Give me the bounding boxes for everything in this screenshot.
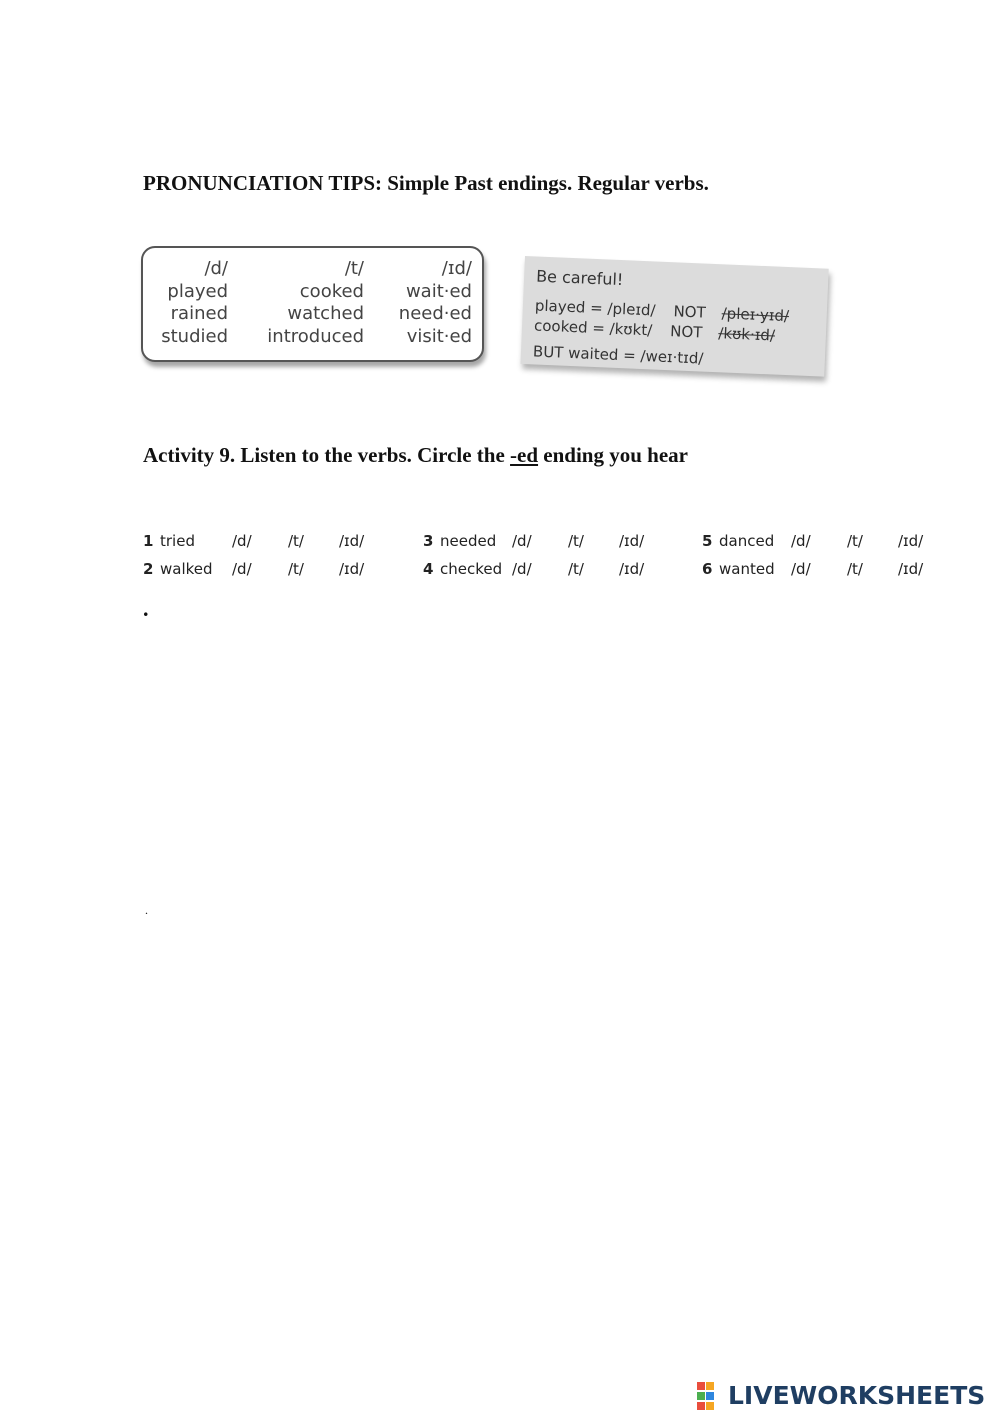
wrong-pronunciation: /kʊk·ɪd/ <box>718 324 776 345</box>
column-header: /d/ <box>204 258 228 279</box>
endings-column-d <box>161 258 228 348</box>
activity-heading <box>143 443 688 468</box>
careful-note-title: Be careful! <box>535 266 624 290</box>
item-number: 4 <box>423 560 434 578</box>
option-t[interactable]: /t/ <box>847 560 863 578</box>
option-t[interactable]: /t/ <box>568 560 584 578</box>
example-word: watched <box>287 303 364 324</box>
activity-heading-suffix: ending you hear <box>538 443 688 467</box>
example-word: visit·ed <box>406 325 472 347</box>
option-t[interactable]: /t/ <box>288 532 304 550</box>
activity-heading-prefix: Activity 9. Listen to the verbs. Circle the <box>143 443 511 467</box>
correct-pronunciation: cooked = /kʊkt/ <box>533 316 653 340</box>
item-verb: walked <box>160 560 213 578</box>
option-d[interactable]: /d/ <box>232 532 252 550</box>
item-number: 2 <box>143 560 154 578</box>
exercise-item <box>702 560 942 582</box>
endings-column-id <box>399 258 472 348</box>
item-verb: tried <box>160 532 195 550</box>
activity-heading-underlined: -ed <box>510 443 539 467</box>
example-word: played <box>167 280 228 302</box>
item-verb: needed <box>440 532 497 550</box>
option-t[interactable]: /t/ <box>568 532 584 550</box>
exercise-item <box>423 560 673 582</box>
stray-dot: . <box>145 903 148 917</box>
example-word: cooked <box>299 280 364 302</box>
example-word: rained <box>170 303 228 324</box>
careful-note <box>520 256 828 377</box>
option-d[interactable]: /d/ <box>512 560 532 578</box>
option-id[interactable]: /ɪd/ <box>619 532 645 550</box>
example-word: wait·ed <box>405 280 472 302</box>
exercise-item <box>143 560 393 582</box>
example-word: introduced <box>267 325 364 347</box>
endings-column-t <box>267 258 364 348</box>
item-number: 3 <box>423 532 434 550</box>
not-label: NOT <box>669 322 703 342</box>
stray-dot: . <box>143 596 149 621</box>
option-id[interactable]: /ɪd/ <box>339 532 365 550</box>
item-number: 5 <box>702 532 713 550</box>
endings-table <box>141 246 484 362</box>
option-id[interactable]: /ɪd/ <box>339 560 365 578</box>
column-header: /ɪd/ <box>441 258 472 279</box>
logo-mark-icon <box>697 1380 725 1410</box>
exercise-grid <box>143 532 943 592</box>
page-title: PRONUNCIATION TIPS: Simple Past endings. Regular verbs. <box>143 171 709 195</box>
example-word: need·ed <box>398 303 472 324</box>
option-d[interactable]: /d/ <box>791 532 811 550</box>
option-d[interactable]: /d/ <box>232 560 252 578</box>
option-t[interactable]: /t/ <box>288 560 304 578</box>
not-label: NOT <box>673 302 707 322</box>
liveworksheets-logo[interactable] <box>697 1378 985 1412</box>
example-word: studied <box>161 325 228 347</box>
option-t[interactable]: /t/ <box>847 532 863 550</box>
option-d[interactable]: /d/ <box>791 560 811 578</box>
item-number: 6 <box>702 560 713 578</box>
option-id[interactable]: /ɪd/ <box>619 560 645 578</box>
item-verb: wanted <box>719 560 775 578</box>
column-header: /t/ <box>344 258 364 279</box>
item-verb: checked <box>440 560 503 578</box>
wrong-pronunciation: /pleɪ·yɪd/ <box>721 304 790 326</box>
exercise-item <box>702 532 942 554</box>
logo-text: LIVEWORKSHEETS <box>728 1380 986 1410</box>
item-number: 1 <box>143 532 154 550</box>
correct-pronunciation: played = /pleɪd/ <box>534 296 656 320</box>
option-id[interactable]: /ɪd/ <box>898 532 924 550</box>
option-id[interactable]: /ɪd/ <box>898 560 924 578</box>
item-verb: danced <box>719 532 775 550</box>
exercise-item <box>423 532 673 554</box>
careful-note-line: BUT waited = /weɪ·tɪd/ <box>532 342 704 368</box>
exercise-item <box>143 532 393 554</box>
option-d[interactable]: /d/ <box>512 532 532 550</box>
